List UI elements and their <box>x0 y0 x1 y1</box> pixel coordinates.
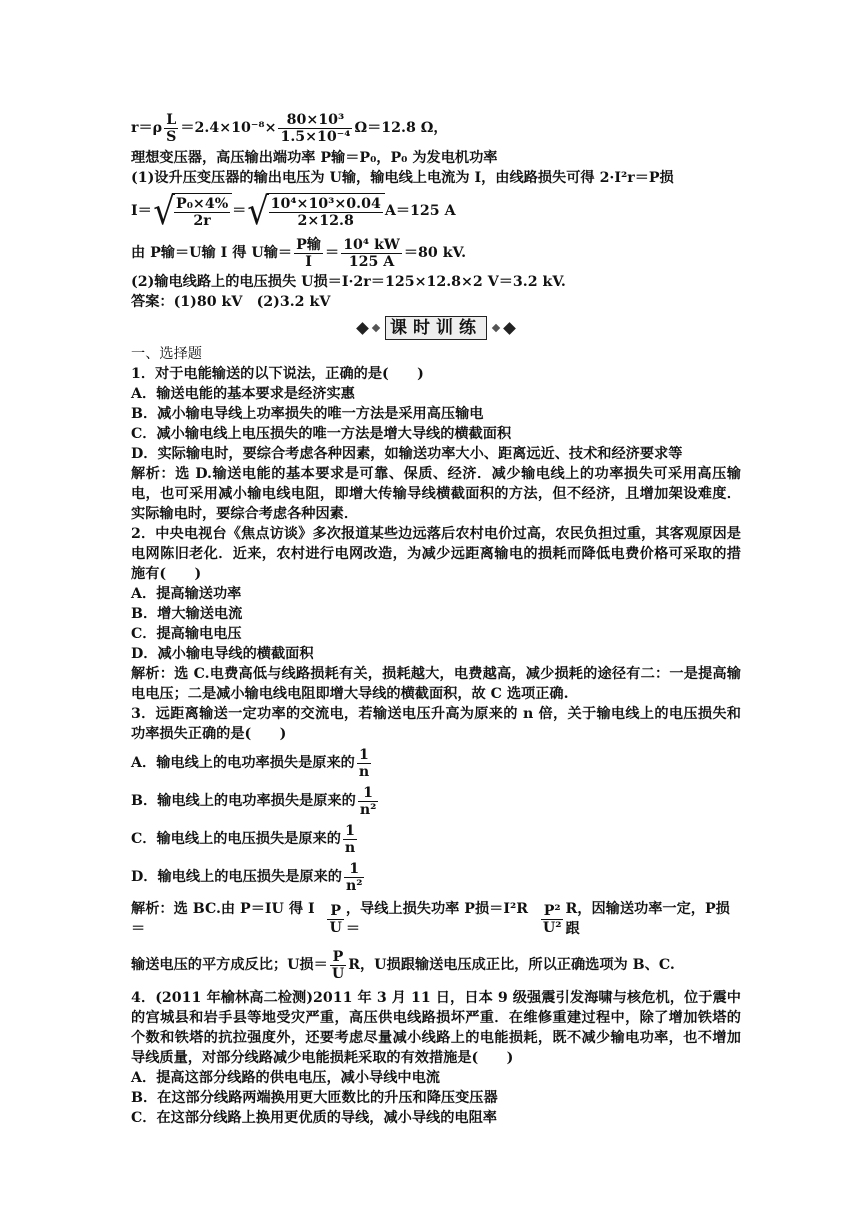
section-banner <box>131 314 741 342</box>
text-line: 理想变压器，高压输出端功率 P输＝P₀，P₀ 为发电机功率 <box>131 150 498 166</box>
option: C．提高输电电压 <box>131 626 242 642</box>
diamond-icon <box>503 322 516 335</box>
sqrt-expression: √ $\frac{\text{P₀×4\%}}{2r}$ <box>152 192 232 230</box>
current-formula: I＝ √ $\frac{\text{P₀×4\%}}{2r}$ ＝ √ $\frac{\text{10⁴×10³×0.04}}{2\times 12.8}$ A＝125 A <box>131 189 456 233</box>
option: A．输送电能的基本要求是经济实惠 <box>131 386 355 402</box>
option: B．增大输送电流 <box>131 606 243 622</box>
formula-text: ＝2.4×10⁻⁸× <box>180 120 277 136</box>
banner-title: 课时训练 <box>385 316 487 340</box>
question-stem: 4．(2011 年榆林高二检测)2011 年 3 月 11 日，日本 9 级强震引发海啸与核危机，位于震中的宫城县和岩手县等地受灾严重，高压供电线路损坏严重．在维修重建过程中，除了增加铁塔的个数和铁塔的抗拉强度外，还要考虑尽量减小线路上的电能损耗，既不减少输电功率，也不增加导线质量，对部分线路减少电能损耗采取的有效措施是( ) <box>131 990 741 1066</box>
fraction: $\frac{\text{80×10³}}{\text{1.5×10⁻⁴}}$ <box>280 111 351 145</box>
option: D．输电线上的电压损失是原来的 $\frac{1}{\text{n²}}$ <box>131 860 363 894</box>
formula-text: r＝ρ <box>131 120 163 136</box>
option: A．提高输送功率 <box>131 586 242 602</box>
section-heading: 一、选择题 <box>131 346 202 362</box>
question-stem: 2．中央电视台《焦点访谈》多次报道某些边远落后农村电价过高，农民负担过重，其客观原因是电网陈旧老化．近来，农村进行电网改造，为减少远距离输电的损耗而降低电费价格可采取的措施有( ) <box>131 526 741 582</box>
explanation: 输送电压的平方成反比；U损＝ $\frac{P}{U}$ R，U损跟输送电压成正比，所以正确选项为 B、C. <box>131 948 675 982</box>
diamond-icon <box>492 324 500 332</box>
option: A．输电线上的电功率损失是原来的 $\frac{1}{n}$ <box>131 746 370 780</box>
explanation: 解析：选 D.输送电能的基本要求是可靠、保质、经济．减少输电线上的功率损失可采用高压输电，也可采用减小输电线电阻，即增大传输导线横截面积的方法，但不经济，且增加架设难度．实际输电时，要综合考虑各种因素． <box>131 466 741 522</box>
question-stem: 3．远距离输送一定功率的交流电，若输送电压升高为原来的 n 倍，关于输电线上的电压损失和功率损失正确的是( ) <box>131 706 741 742</box>
option: D．减小输电导线的横截面积 <box>131 646 314 662</box>
fraction: $\frac{1}{n}$ <box>358 746 370 780</box>
fraction: $\frac{P}{U}$ <box>329 902 342 936</box>
formula-text: Ω＝12.8 Ω， <box>354 120 448 136</box>
answer-line: 答案：(1)80 kV (2)3.2 kV <box>131 294 331 310</box>
option: C．在这部分线路上换用更优质的导线，减小导线的电阻率 <box>131 1110 497 1126</box>
diamond-icon <box>372 324 380 332</box>
fraction: $\frac{\text{P²}}{\text{U²}}$ <box>542 902 562 936</box>
voltage-formula: 由 P输＝U输 I 得 U输＝ $\frac{\text{P输}}{I}$ ＝ $\frac{\text{10⁴ kW}}{125 A}$ ＝80 kV. <box>131 236 467 270</box>
fraction: $\frac{\text{10⁴ kW}}{125 A}$ <box>343 236 400 270</box>
sqrt-expression: √ $\frac{\text{10⁴×10³×0.04}}{2\times 12.8}$ <box>246 192 384 230</box>
fraction: $\frac{1}{n}$ <box>344 822 356 856</box>
option: B．输电线上的电功率损失是原来的 $\frac{1}{\text{n²}}$ <box>131 784 377 818</box>
fraction: $\frac{1}{\text{n²}}$ <box>345 860 363 894</box>
fraction: $\frac{P}{U}$ <box>331 948 345 982</box>
option: C．减小输电线上电压损失的唯一方法是增大导线的横截面积 <box>131 426 512 442</box>
diamond-icon <box>356 322 369 335</box>
option: D．实际输电时，要综合考虑各种因素，如输送功率大小、距离远近、技术和经济要求等 <box>131 446 683 462</box>
document-page <box>131 108 741 1128</box>
text-line: (2)输电线路上的电压损失 U损＝I·2r＝125×12.8×2 V＝3.2 kV. <box>131 274 566 290</box>
option: B．减小输电导线上功率损失的唯一方法是采用高压输电 <box>131 406 484 422</box>
explanation: 解析：选 BC.由 P＝IU 得 I＝ $\frac{P}{U}$ ，导线上损失功率 P损＝I²R＝ $\frac{\text{P²}}{\text{U²}}$ R，因输送功率一定，P损跟 <box>131 901 730 937</box>
option: A．提高这部分线路的供电电压，减小导线中电流 <box>131 1070 440 1086</box>
text-line: (1)设升压变压器的输出电压为 U输，输电线上电流为 I，由线路损失可得 2·I²r＝P损 <box>131 170 674 186</box>
fraction: $\frac{\text{P输}}{I}$ <box>296 236 321 270</box>
option: B．在这部分线路两端换用更大匝数比的升压和降压变压器 <box>131 1090 498 1106</box>
resistance-formula <box>131 108 741 148</box>
option: C．输电线上的电压损失是原来的 $\frac{1}{n}$ <box>131 822 356 856</box>
explanation: 解析：选 C.电费高低与线路损耗有关，损耗越大，电费越高，减少损耗的途径有二：一是提高输电电压；二是减小输电线电阻即增大导线的横截面积，故 C 选项正确. <box>131 666 741 702</box>
fraction: $\frac{L}{S}$ <box>166 111 177 145</box>
question-stem: 1．对于电能输送的以下说法，正确的是( ) <box>131 366 424 382</box>
fraction: $\frac{1}{\text{n²}}$ <box>359 784 377 818</box>
